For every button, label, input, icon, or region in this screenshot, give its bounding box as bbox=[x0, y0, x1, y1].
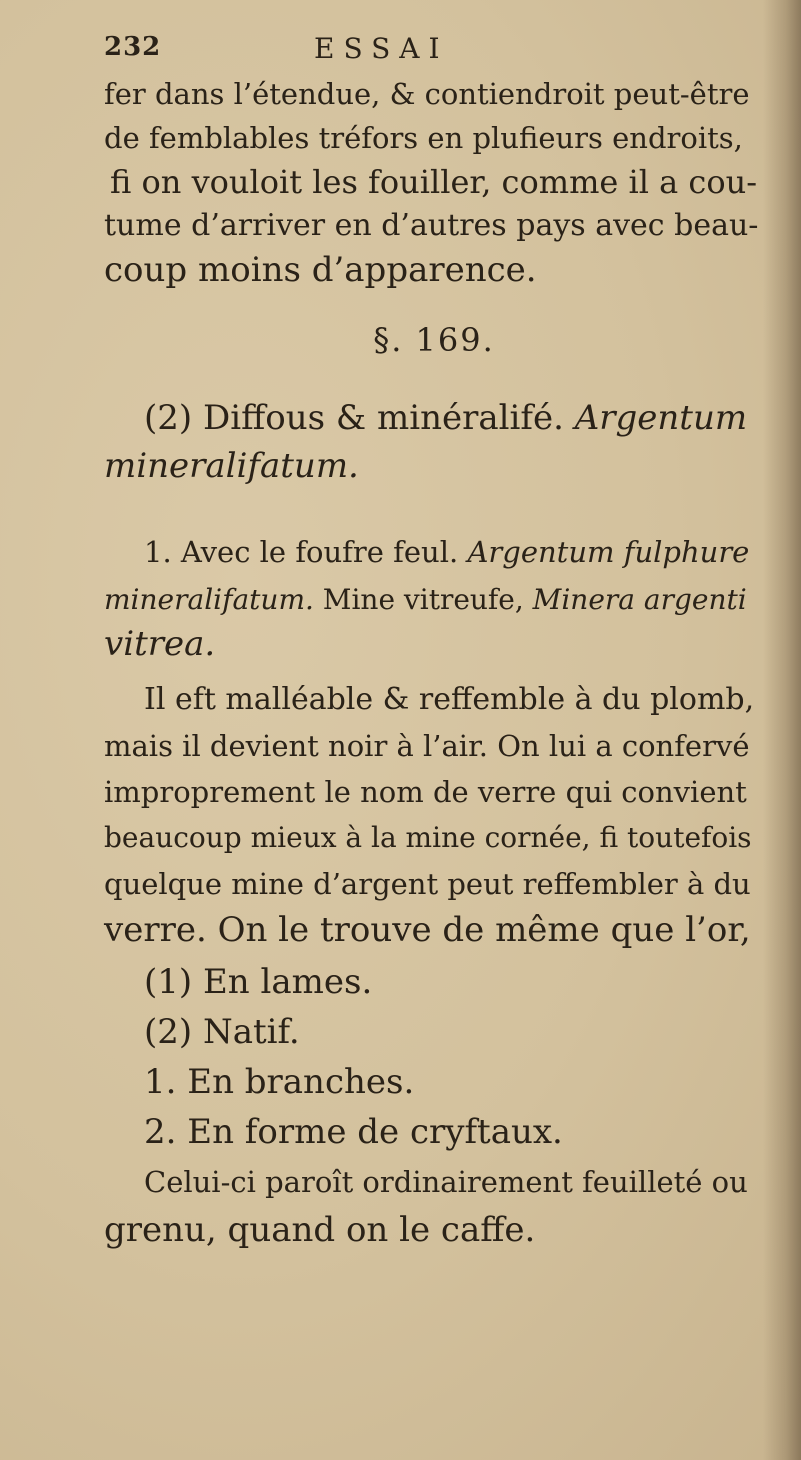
text-line: Il eft malléable & reffemble à du plomb, bbox=[144, 682, 755, 717]
text-line: quelque mine d’argent peut reffembler à du bbox=[104, 867, 751, 901]
latin-term: Argentum bbox=[574, 398, 748, 438]
text-line: Celui-ci paroît ordinairement feuilleté ou bbox=[144, 1165, 748, 1199]
text-line: coup moins d’apparence. bbox=[104, 250, 537, 290]
text-line: improprement le nom de verre qui convient bbox=[104, 775, 747, 809]
latin-term: mineralifatum. bbox=[104, 583, 314, 616]
latin-term: mineralifatum. bbox=[104, 446, 359, 486]
running-head: ESSAI bbox=[314, 32, 449, 65]
list-item: 1. En branches. bbox=[144, 1062, 415, 1102]
text-line bbox=[144, 398, 747, 438]
text-line: tume d’arriver en d’autres pays avec beau- bbox=[104, 208, 759, 243]
text-span: 1. Avec le foufre feul. bbox=[144, 535, 468, 569]
section-heading: §. 169. bbox=[373, 321, 495, 359]
text-line: verre. On le trouve de même que l’or, bbox=[104, 910, 751, 950]
text-line bbox=[144, 532, 749, 572]
text-span: Mine vitreufe, bbox=[313, 583, 533, 616]
page-number: 232 bbox=[104, 32, 162, 62]
text-line: mais il devient noir à l’air. On lui a confervé bbox=[104, 729, 750, 763]
text-line: de femblables tréfors en plufieurs endroits, bbox=[104, 121, 743, 155]
text-line bbox=[104, 580, 747, 620]
page-header bbox=[104, 32, 764, 72]
list-item: 2. En forme de cryftaux. bbox=[144, 1112, 563, 1152]
text-span: (2) Diffous & minéralifé. bbox=[144, 398, 575, 438]
page-gutter-shadow bbox=[763, 0, 801, 1460]
list-item: (1) En lames. bbox=[144, 962, 373, 1002]
list-item: (2) Natif. bbox=[144, 1012, 300, 1052]
latin-term: Minera argenti bbox=[532, 583, 747, 616]
latin-term: vitrea. bbox=[104, 624, 216, 664]
text-line: beaucoup mieux à la mine cornée, fi toutefois bbox=[104, 821, 752, 854]
text-line: grenu, quand on le caffe. bbox=[104, 1210, 536, 1250]
text-line: fer dans l’étendue, & contiendroit peut-être bbox=[104, 77, 750, 111]
latin-term: Argentum fulphure bbox=[467, 535, 750, 569]
text-line: fi on vouloit les fouiller, comme il a cou- bbox=[110, 163, 758, 201]
